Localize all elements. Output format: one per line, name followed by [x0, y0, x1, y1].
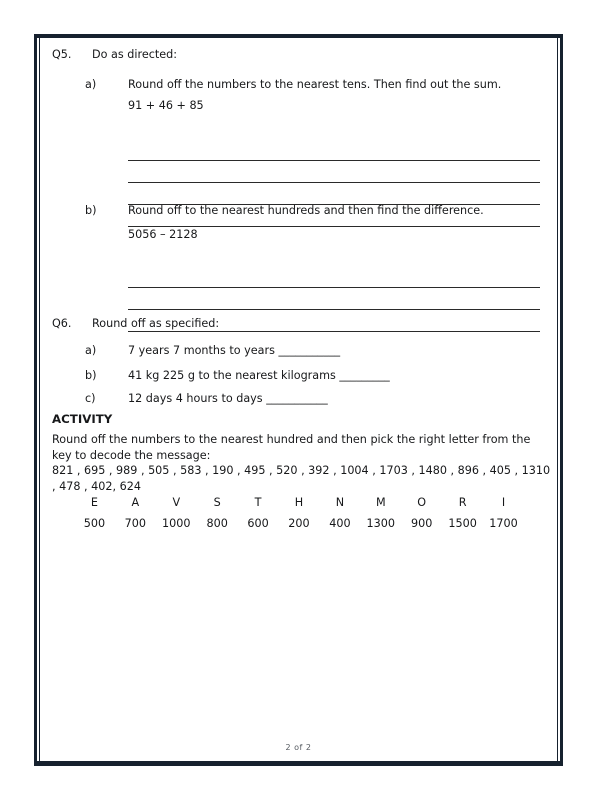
answer-line[interactable]: [128, 309, 540, 310]
key-value: 800: [206, 516, 228, 530]
question-6c-text[interactable]: 12 days 4 hours to days ___________: [128, 392, 328, 405]
key-values-row: [74, 512, 524, 534]
key-value: 1500: [448, 516, 477, 530]
answer-line[interactable]: [128, 226, 540, 227]
key-letters-row: [74, 492, 524, 512]
answer-line[interactable]: [128, 287, 540, 288]
key-letter: S: [213, 495, 221, 509]
answer-line[interactable]: [128, 182, 540, 183]
activity-instruction: Round off the numbers to the nearest hundred and then pick the right letter from the key to decode the message:: [52, 433, 531, 462]
key-letter: O: [417, 495, 427, 509]
key-value: 200: [288, 516, 310, 530]
decoder-key-table: [74, 492, 524, 534]
question-5-number: Q5.: [52, 48, 72, 61]
key-letter: A: [131, 495, 140, 509]
activity-heading: ACTIVITY: [52, 412, 113, 426]
question-5b-expression: 5056 – 2128: [128, 228, 198, 241]
key-letter: R: [458, 495, 467, 509]
question-5b-text: Round off to the nearest hundreds and then find the difference.: [128, 204, 484, 217]
key-letter: M: [375, 495, 386, 509]
key-value: 700: [124, 516, 147, 530]
question-5a-text: Round off the numbers to the nearest tens. Then find out the sum.: [128, 78, 502, 91]
question-5-prompt: Do as directed:: [92, 48, 177, 61]
question-5a-expression: 91 + 46 + 85: [128, 99, 204, 112]
key-value: 400: [329, 516, 351, 530]
worksheet-page: [34, 34, 563, 766]
key-letter: V: [172, 495, 181, 509]
question-6-prompt: Round off as specified:: [92, 317, 220, 330]
answer-line[interactable]: [128, 331, 540, 332]
page-footer: 2 of 2: [285, 743, 312, 752]
key-letter: E: [90, 495, 98, 509]
key-letter: H: [294, 495, 304, 509]
worksheet-content: [34, 34, 563, 766]
question-6b-text[interactable]: 41 kg 225 g to the nearest kilograms _________: [128, 369, 390, 382]
key-letter: N: [335, 495, 345, 509]
question-5a-label: a): [85, 78, 97, 91]
key-letter: T: [254, 495, 262, 509]
key-value: 600: [247, 516, 269, 530]
key-value: 500: [83, 516, 106, 530]
activity-numbers: 821 , 695 , 989 , 505 , 583 , 190 , 495 , 520 , 392 , 1004 , 1703 , 1480 , 896 , 405 , 1310 , 478 , 402, 624: [52, 464, 551, 493]
key-value: 1700: [489, 516, 518, 530]
question-6a-text[interactable]: 7 years 7 months to years ___________: [128, 344, 341, 357]
key-letter: I: [501, 495, 506, 509]
answer-line[interactable]: [128, 160, 540, 161]
question-6a-label: a): [85, 344, 97, 357]
key-value: 1000: [162, 516, 191, 530]
question-6c-label: c): [85, 392, 96, 405]
key-value: 1300: [366, 516, 396, 530]
question-6-number: Q6.: [52, 317, 72, 330]
question-6b-label: b): [85, 369, 97, 382]
question-5b-label: b): [85, 204, 97, 217]
key-value: 900: [411, 516, 433, 530]
